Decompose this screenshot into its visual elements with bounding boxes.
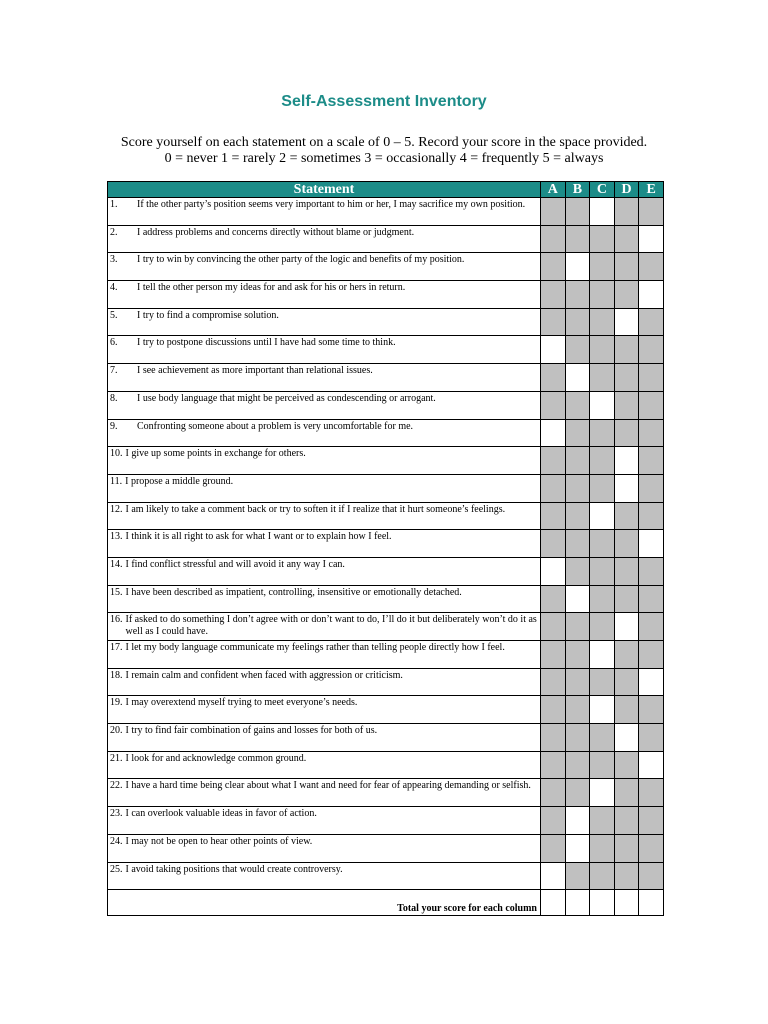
- statement-cell: [108, 391, 541, 419]
- statement-number: 10.: [110, 448, 123, 460]
- statement-number: 8.: [110, 392, 118, 404]
- statement-cell: [108, 336, 541, 364]
- table-row: [108, 668, 664, 696]
- score-cell-e[interactable]: [639, 281, 664, 309]
- table-header-row: [108, 182, 664, 198]
- score-cell-a: [541, 198, 566, 226]
- score-cell-c[interactable]: [590, 696, 615, 724]
- header-statement: Statement: [108, 182, 541, 198]
- score-cell-b: [565, 391, 590, 419]
- score-cell-b: [565, 613, 590, 641]
- score-cell-d: [614, 530, 639, 558]
- statement-text: I can overlook valuable ideas in favor of action.: [125, 808, 317, 820]
- score-cell-c: [590, 613, 615, 641]
- statement-text: I try to win by convincing the other party of the logic and benefits of my position.: [137, 254, 465, 266]
- score-cell-e: [639, 391, 664, 419]
- score-cell-b: [565, 225, 590, 253]
- statement-number: 22.: [110, 780, 123, 792]
- table-row: [108, 336, 664, 364]
- instructions-line-1: Score yourself on each statement on a scale of 0 – 5. Record your score in the space provided.: [120, 135, 648, 150]
- score-cell-d: [614, 834, 639, 862]
- table-row: [108, 253, 664, 281]
- table-row: [108, 419, 664, 447]
- score-cell-c: [590, 724, 615, 752]
- score-cell-d: [614, 641, 639, 669]
- table-row: [108, 281, 664, 309]
- score-cell-a: [541, 724, 566, 752]
- statement-text: I have been described as impatient, controlling, insensitive or emotionally detached.: [125, 586, 462, 598]
- score-cell-a: [541, 474, 566, 502]
- statement-cell: [108, 834, 541, 862]
- score-cell-b: [565, 308, 590, 336]
- statement-text: I have a hard time being clear about what I want and need for fear of appearing demanding or selfish.: [125, 780, 531, 792]
- table-row: [108, 198, 664, 226]
- statement-number: 11.: [110, 475, 123, 487]
- score-cell-c: [590, 364, 615, 392]
- statement-number: 24.: [110, 835, 123, 847]
- statement-cell: [108, 474, 541, 502]
- header-column-e: E: [639, 182, 664, 198]
- statement-cell: [108, 724, 541, 752]
- score-cell-b[interactable]: [565, 364, 590, 392]
- score-cell-c: [590, 530, 615, 558]
- statement-text: I give up some points in exchange for others.: [125, 448, 306, 460]
- score-cell-c[interactable]: [590, 391, 615, 419]
- score-cell-c: [590, 807, 615, 835]
- statement-text: I remain calm and confident when faced with aggression or criticism.: [125, 669, 403, 681]
- statement-text: I avoid taking positions that would create controversy.: [125, 863, 343, 875]
- total-label: Total your score for each column: [108, 890, 541, 916]
- statement-number: 23.: [110, 808, 123, 820]
- statement-text: I think it is all right to ask for what I want or to explain how I feel.: [125, 531, 392, 543]
- score-cell-d: [614, 668, 639, 696]
- score-cell-e: [639, 724, 664, 752]
- score-cell-c: [590, 281, 615, 309]
- statement-cell: [108, 308, 541, 336]
- table-row: [108, 807, 664, 835]
- score-cell-e: [639, 253, 664, 281]
- score-cell-c[interactable]: [590, 502, 615, 530]
- statement-number: 17.: [110, 642, 123, 653]
- score-cell-b: [565, 641, 590, 669]
- statement-text: I try to find fair combination of gains and losses for both of us.: [125, 725, 378, 737]
- score-cell-c: [590, 253, 615, 281]
- score-cell-b[interactable]: [565, 585, 590, 613]
- score-cell-b[interactable]: [565, 807, 590, 835]
- score-cell-a: [541, 308, 566, 336]
- score-cell-a: [541, 668, 566, 696]
- total-cell-b[interactable]: [565, 890, 590, 916]
- statement-text: I may overextend myself trying to meet everyone’s needs.: [125, 697, 358, 709]
- score-cell-a: [541, 225, 566, 253]
- statement-number: 9.: [110, 420, 118, 432]
- statement-number: 4.: [110, 282, 118, 294]
- score-cell-d[interactable]: [614, 474, 639, 502]
- score-cell-d[interactable]: [614, 447, 639, 475]
- score-cell-a: [541, 530, 566, 558]
- score-cell-d: [614, 751, 639, 779]
- statement-cell: [108, 198, 541, 226]
- total-cell-e[interactable]: [639, 890, 664, 916]
- score-cell-c: [590, 308, 615, 336]
- score-cell-a: [541, 807, 566, 835]
- score-cell-a: [541, 613, 566, 641]
- statement-cell: [108, 447, 541, 475]
- score-cell-b: [565, 198, 590, 226]
- score-cell-b: [565, 447, 590, 475]
- header-column-c: C: [590, 182, 615, 198]
- score-cell-c: [590, 751, 615, 779]
- statement-cell: [108, 779, 541, 807]
- statement-cell: [108, 585, 541, 613]
- statement-cell: [108, 641, 541, 669]
- statement-text: If the other party’s position seems very important to him or her, I may sacrifice my own position.: [137, 199, 526, 210]
- score-cell-a[interactable]: [541, 557, 566, 585]
- score-cell-e: [639, 834, 664, 862]
- score-cell-e: [639, 585, 664, 613]
- statement-text: I see achievement as more important than relational issues.: [137, 365, 373, 377]
- assessment-table: [107, 181, 664, 916]
- statement-number: 20.: [110, 725, 123, 737]
- score-cell-e: [639, 807, 664, 835]
- statement-text: I use body language that might be perceived as condescending or arrogant.: [137, 392, 436, 404]
- statement-cell: [108, 530, 541, 558]
- statement-text: I address problems and concerns directly without blame or judgment.: [137, 226, 415, 238]
- table-row: [108, 502, 664, 530]
- score-cell-a: [541, 585, 566, 613]
- score-cell-d: [614, 198, 639, 226]
- table-row: [108, 862, 664, 890]
- score-cell-b: [565, 751, 590, 779]
- score-cell-c: [590, 225, 615, 253]
- score-cell-c: [590, 834, 615, 862]
- statement-number: 25.: [110, 863, 123, 875]
- statement-number: 19.: [110, 697, 123, 709]
- score-cell-b: [565, 336, 590, 364]
- page-title: Self-Assessment Inventory: [281, 93, 487, 110]
- score-cell-b: [565, 696, 590, 724]
- statement-number: 5.: [110, 309, 118, 321]
- score-cell-e: [639, 336, 664, 364]
- score-cell-e: [639, 696, 664, 724]
- score-cell-e: [639, 364, 664, 392]
- table-row: [108, 225, 664, 253]
- score-cell-c: [590, 336, 615, 364]
- score-cell-e: [639, 557, 664, 585]
- statement-cell: [108, 696, 541, 724]
- table-row: [108, 834, 664, 862]
- score-cell-d: [614, 502, 639, 530]
- score-cell-c[interactable]: [590, 198, 615, 226]
- score-cell-b: [565, 281, 590, 309]
- statement-text: I tell the other person my ideas for and ask for his or hers in return.: [137, 282, 406, 294]
- total-row: [108, 890, 664, 916]
- statement-cell: [108, 862, 541, 890]
- score-cell-a: [541, 391, 566, 419]
- total-cell-d[interactable]: [614, 890, 639, 916]
- statement-cell: [108, 557, 541, 585]
- score-cell-c: [590, 419, 615, 447]
- score-cell-d: [614, 862, 639, 890]
- score-cell-a: [541, 447, 566, 475]
- table-row: [108, 779, 664, 807]
- score-cell-e: [639, 641, 664, 669]
- table-row: [108, 391, 664, 419]
- score-cell-d: [614, 336, 639, 364]
- score-cell-e: [639, 447, 664, 475]
- score-cell-c: [590, 862, 615, 890]
- score-cell-e[interactable]: [639, 668, 664, 696]
- score-cell-a: [541, 751, 566, 779]
- statement-text: I try to find a compromise solution.: [137, 309, 279, 321]
- score-cell-c: [590, 557, 615, 585]
- score-cell-e: [639, 779, 664, 807]
- table-row: [108, 474, 664, 502]
- table-row: [108, 308, 664, 336]
- score-cell-d: [614, 225, 639, 253]
- score-cell-e: [639, 474, 664, 502]
- statement-number: 21.: [110, 752, 123, 764]
- statement-number: 12.: [110, 503, 123, 515]
- table-row: [108, 557, 664, 585]
- statement-number: 16.: [110, 614, 123, 626]
- score-cell-b: [565, 862, 590, 890]
- statement-text: I let my body language communicate my feelings rather than telling people directly how I feel.: [125, 642, 505, 653]
- statement-cell: [108, 225, 541, 253]
- score-cell-c[interactable]: [590, 641, 615, 669]
- score-cell-e: [639, 613, 664, 641]
- score-cell-d[interactable]: [614, 724, 639, 752]
- total-cell-c[interactable]: [590, 890, 615, 916]
- statement-cell: [108, 281, 541, 309]
- table-row: [108, 641, 664, 669]
- statement-text: I am likely to take a comment back or try to soften it if I realize that it hurt someone’s feelings.: [125, 503, 506, 515]
- score-cell-a: [541, 281, 566, 309]
- table-row: [108, 364, 664, 392]
- score-cell-e: [639, 502, 664, 530]
- header-column-a: A: [541, 182, 566, 198]
- statement-number: 13.: [110, 531, 123, 543]
- statement-cell: [108, 613, 541, 641]
- score-cell-d: [614, 696, 639, 724]
- score-cell-b: [565, 530, 590, 558]
- statement-cell: [108, 253, 541, 281]
- statement-cell: [108, 364, 541, 392]
- score-cell-a: [541, 779, 566, 807]
- score-cell-e[interactable]: [639, 225, 664, 253]
- score-cell-a[interactable]: [541, 419, 566, 447]
- score-cell-d[interactable]: [614, 613, 639, 641]
- statement-number: 14.: [110, 558, 123, 570]
- header-column-d: D: [614, 182, 639, 198]
- score-cell-a: [541, 834, 566, 862]
- score-cell-e: [639, 308, 664, 336]
- score-cell-a: [541, 502, 566, 530]
- score-cell-d: [614, 557, 639, 585]
- score-cell-a: [541, 364, 566, 392]
- score-cell-b[interactable]: [565, 253, 590, 281]
- table-row: [108, 613, 664, 641]
- score-cell-d: [614, 391, 639, 419]
- statement-text: I look for and acknowledge common ground.: [125, 752, 307, 764]
- total-cell-a[interactable]: [541, 890, 566, 916]
- score-cell-a[interactable]: [541, 862, 566, 890]
- statement-cell: [108, 751, 541, 779]
- statement-number: 1.: [110, 199, 118, 210]
- table-row: [108, 696, 664, 724]
- score-cell-b: [565, 557, 590, 585]
- statement-text: If asked to do something I don’t agree with or don’t want to do, I’ll do it but deliberately won’t do it as well as I could have.: [125, 614, 537, 637]
- statement-number: 15.: [110, 586, 123, 598]
- score-cell-d: [614, 807, 639, 835]
- score-cell-e[interactable]: [639, 530, 664, 558]
- statement-cell: [108, 668, 541, 696]
- score-cell-c: [590, 668, 615, 696]
- statement-number: 3.: [110, 254, 118, 266]
- score-cell-c: [590, 447, 615, 475]
- table-row: [108, 724, 664, 752]
- score-cell-a: [541, 253, 566, 281]
- score-cell-c: [590, 585, 615, 613]
- score-cell-e: [639, 862, 664, 890]
- statement-cell: [108, 807, 541, 835]
- table-row: [108, 530, 664, 558]
- score-cell-d: [614, 779, 639, 807]
- score-cell-b: [565, 724, 590, 752]
- statement-text: I propose a middle ground.: [125, 475, 234, 487]
- score-cell-b: [565, 502, 590, 530]
- table-row: [108, 447, 664, 475]
- table-row: [108, 585, 664, 613]
- score-cell-b: [565, 779, 590, 807]
- statement-text: Confronting someone about a problem is very uncomfortable for me.: [137, 420, 414, 432]
- score-cell-b[interactable]: [565, 834, 590, 862]
- statement-number: 18.: [110, 669, 123, 681]
- score-cell-d: [614, 419, 639, 447]
- score-cell-b: [565, 419, 590, 447]
- score-cell-a: [541, 641, 566, 669]
- score-cell-c[interactable]: [590, 779, 615, 807]
- score-cell-b: [565, 474, 590, 502]
- score-cell-d: [614, 364, 639, 392]
- score-cell-d: [614, 281, 639, 309]
- statement-number: 2.: [110, 226, 118, 238]
- statement-text: I try to postpone discussions until I have had some time to think.: [137, 337, 396, 349]
- score-cell-b: [565, 668, 590, 696]
- table-row: [108, 751, 664, 779]
- score-cell-e: [639, 419, 664, 447]
- statement-number: 6.: [110, 337, 118, 349]
- header-column-b: B: [565, 182, 590, 198]
- score-cell-a: [541, 696, 566, 724]
- statement-number: 7.: [110, 365, 118, 377]
- statement-text: I find conflict stressful and will avoid it any way I can.: [125, 558, 345, 570]
- score-cell-e: [639, 198, 664, 226]
- statement-cell: [108, 419, 541, 447]
- score-cell-d[interactable]: [614, 308, 639, 336]
- statement-cell: [108, 502, 541, 530]
- score-cell-c: [590, 474, 615, 502]
- instructions-line-2: 0 = never 1 = rarely 2 = sometimes 3 = occasionally 4 = frequently 5 = always: [164, 151, 604, 166]
- score-cell-a[interactable]: [541, 336, 566, 364]
- statement-text: I may not be open to hear other points of view.: [125, 835, 313, 847]
- score-cell-d: [614, 253, 639, 281]
- score-cell-d: [614, 585, 639, 613]
- score-cell-e[interactable]: [639, 751, 664, 779]
